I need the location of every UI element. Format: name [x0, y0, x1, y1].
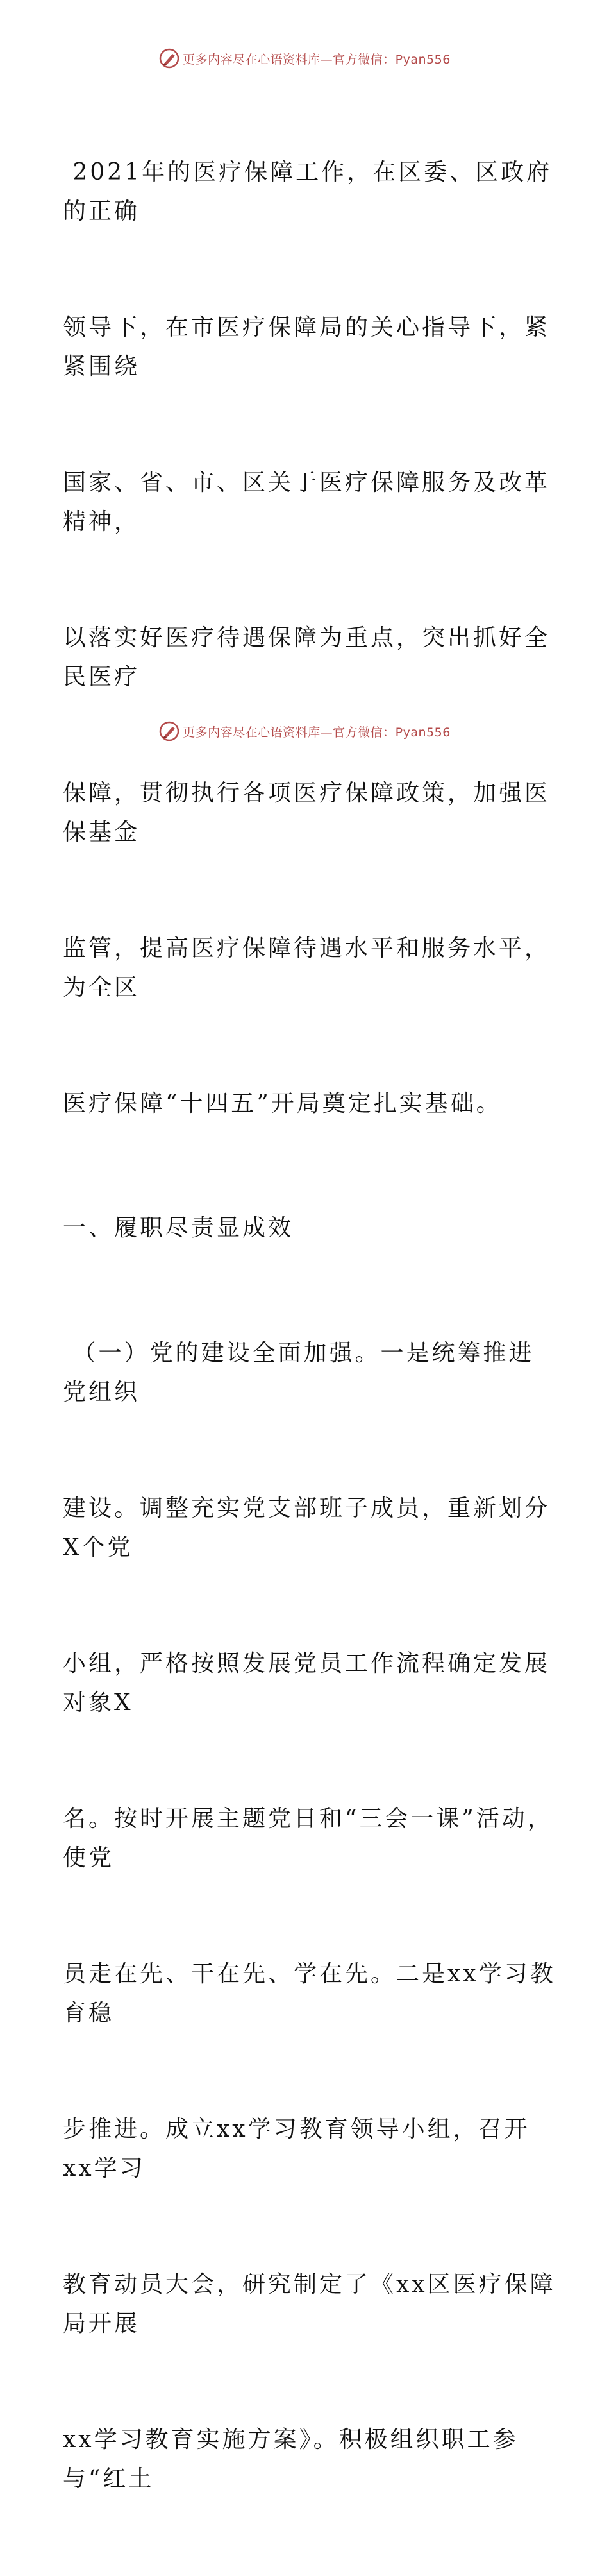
text-line: 监管，提高医疗保障待遇水平和服务水平，为全区: [63, 935, 551, 1001]
pen-circle-logo-icon: [158, 47, 180, 69]
watermark-text: 更多内容尽在心语资料库—官方微信：Pyan556: [183, 725, 451, 740]
text-line: 以落实好医疗待遇保障为重点，突出抓好全民医疗: [63, 625, 551, 690]
text-line: 步推进。成立xx学习教育领导小组，召开xx学习: [63, 2116, 530, 2182]
text-line: 教育动员大会，研究制定了《xx区医疗保障局开展: [63, 2271, 556, 2337]
text-line: 保障，贯彻执行各项医疗保障政策，加强医保基金: [63, 780, 551, 845]
text-line: 国家、省、市、区关于医疗保障服务及改革精神，: [63, 470, 551, 535]
text-line: （一）党的建设全面加强。一是统筹推进党组织: [63, 1340, 535, 1405]
header-watermark: [0, 46, 609, 71]
text-line: 医疗保障“十四五”开局奠定扎实基础。: [63, 1090, 502, 1117]
text-line: 领导下，在市医疗保障局的关心指导下，紧紧围绕: [63, 314, 551, 380]
document-body: [63, 76, 556, 2576]
watermark-text: 更多内容尽在心语资料库—官方微信：Pyan556: [183, 52, 451, 67]
paragraph-party-building: [63, 1257, 556, 2576]
paragraph-intro: [63, 76, 556, 1201]
text-line: 2021年的医疗保障工作，在区委、区政府的正确: [63, 159, 553, 225]
text-line: xx学习教育实施方案》。积极组织职工参与“红土: [63, 2427, 519, 2492]
text-line: 员走在先、干在先、学在先。二是xx学习教育稳: [63, 1961, 556, 2026]
footer-watermark: [0, 718, 609, 744]
pen-circle-logo-icon: [158, 720, 180, 742]
section-heading: 一、履职尽责显成效: [63, 1214, 294, 1241]
text-line: 建设。调整充实党支部班子成员，重新划分X个党: [63, 1495, 551, 1561]
text-line: 小组，严格按照发展党员工作流程确定发展对象X: [63, 1650, 551, 1716]
text-line: 名。按时开展主题党日和“三会一课”活动，使党: [63, 1806, 553, 1871]
